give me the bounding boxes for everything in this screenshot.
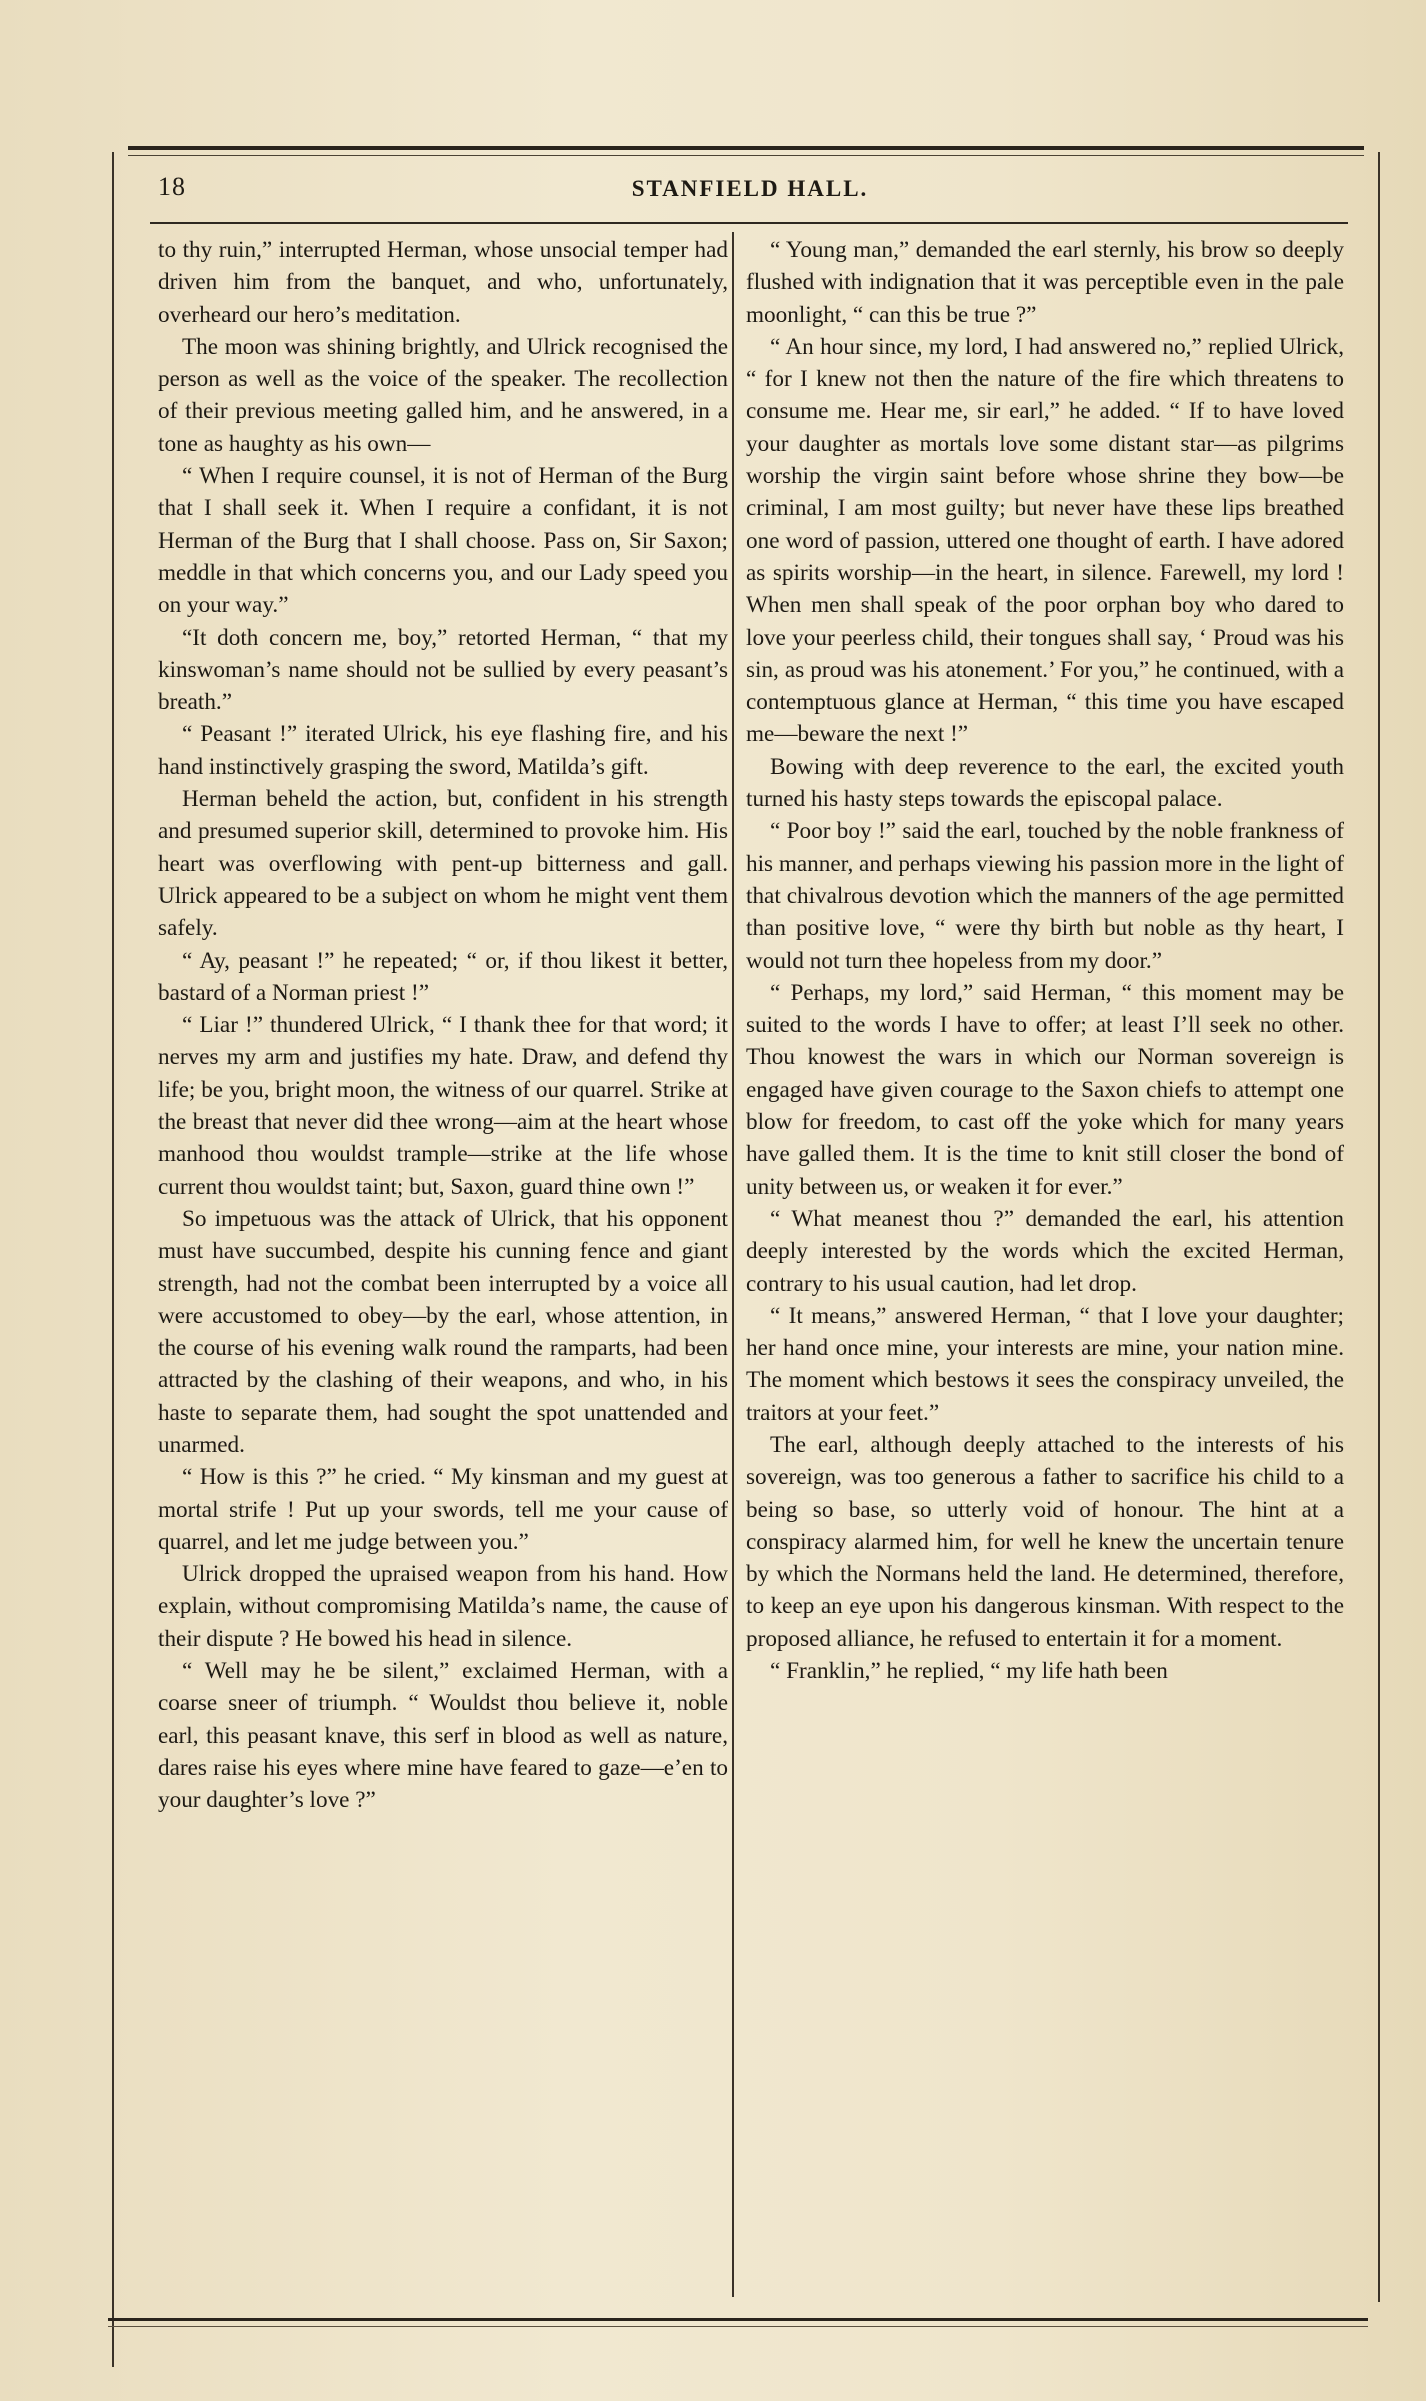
page-number: 18	[158, 172, 186, 201]
left-text-column	[158, 234, 728, 1817]
paragraph: Bowing with deep reverence to the earl, the excited youth turned his hasty steps towards the episcopal palace.	[746, 753, 1344, 813]
paragraph: “ When I require counsel, it is not of Herman of the Burg that I shall seek it. When I require a confidant, it is not Herman of the Burg that I shall choose. Pass on, Sir Saxon; meddle in that which concerns you, and our Lady speed you on your way.”	[158, 463, 728, 619]
paragraph: Ulrick dropped the upraised weapon from his hand. How explain, without compromising Matilda’s name, the cause of their dispute ? He bowed his head in silence.	[158, 1561, 728, 1652]
right-text-column	[746, 234, 1344, 1687]
paragraph: to thy ruin,” interrupted Herman, whose unsocial temper had driven him from the banquet, and who, unfortunately, overheard our hero’s meditation.	[158, 237, 728, 328]
column-divider	[732, 232, 734, 2297]
paragraph: “ How is this ?” he cried. “ My kinsman and my guest at mortal strife ! Put up your swords, tell me your cause of quarrel, and let me judge between you.”	[158, 1464, 728, 1555]
left-page-border	[112, 152, 114, 2367]
paragraph: Herman beheld the action, but, confident in his strength and presumed superior skill, determined to provoke him. His heart was overflowing with pent-up bitterness and gall. Ulrick appeared to be a subject on whom he might vent them safely.	[158, 786, 728, 942]
paragraph: “ Poor boy !” said the earl, touched by the noble frankness of his manner, and perhaps viewing his passion more in the light of that chivalrous devotion which the manners of the age permitted than positive love, “ were thy birth but noble as thy heart, I would not turn thee hopeless from my door.”	[746, 818, 1344, 974]
paragraph: The earl, although deeply attached to the interests of his sovereign, was too generous a father to sacrifice his child to a being so base, so utterly void of honour. The hint at a conspiracy alarmed him, for well he knew the uncertain tenure by which the Normans held the land. He determined, therefore, to keep an eye upon his dangerous kinsman. With respect to the proposed alliance, he refused to entertain it for a moment.	[746, 1431, 1344, 1652]
bottom-rule	[108, 2318, 1368, 2321]
top-rule-thin	[128, 155, 1364, 156]
paragraph: “It doth concern me, boy,” retorted Herman, “ that my kinswoman’s name should not be sullied by every peasant’s breath.”	[158, 624, 728, 716]
running-title: STANFIELD HALL.	[631, 176, 869, 201]
paragraph: “ Liar !” thundered Ulrick, “ I thank thee for that word; it nerves my arm and justifies my hate. Draw, and defend thy life; be you, bright moon, the witness of our quarrel. Strike at the breast that never did thee wrong—aim at the heart whose manhood thou wouldst trample—strike at the life whose current thou wouldst taint; but, Saxon, guard thine own !”	[158, 1012, 728, 1200]
paragraph: So impetuous was the attack of Ulrick, that his opponent must have succumbed, despite his cunning fence and giant strength, had not the combat been interrupted by a voice all were accustomed to obey—by the earl, whose attention, in the course of his evening walk round the ramparts, had been attracted by the clashing of their weapons, and who, in his haste to separate them, had sought the spot unattended and unarmed.	[158, 1205, 728, 1458]
paragraph: “ Franklin,” he replied, “ my life hath been	[770, 1658, 1168, 1685]
paragraph: “ Perhaps, my lord,” said Herman, “ this moment may be suited to the words I have to offer; at least I’ll seek no other. Thou knowest the wars in which our Norman sovereign is engaged have given courage to the Saxon chiefs to attempt one blow for freedom, to cast off the yoke which for many years have galled them. It is the time to knit still closer the bond of unity between us, or weaken it for ever.”	[746, 979, 1344, 1200]
paragraph: “ Well may he be silent,” exclaimed Herman, with a coarse sneer of triumph. “ Wouldst thou believe it, noble earl, this peasant knave, this serf in blood as well as nature, dares raise his eyes where mine have feared to gaze—e’en to your daughter’s love ?”	[158, 1658, 728, 1814]
paragraph: “ What meanest thou ?” demanded the earl, his attention deeply interested by the words which the excited Herman, contrary to his usual caution, had let drop.	[746, 1205, 1344, 1297]
paragraph: “ It means,” answered Herman, “ that I love your daughter; her hand once mine, your interests are mine, your nation mine. The moment which bestows it sees the conspiracy unveiled, the traitors at your feet.”	[746, 1302, 1344, 1426]
paragraph: “ Young man,” demanded the earl sternly, his brow so deeply flushed with indignation that it was perceptible even in the pale moonlight, “ can this be true ?”	[746, 237, 1344, 328]
header-rule	[150, 222, 1348, 224]
paragraph: “ An hour since, my lord, I had answered no,” replied Ulrick, “ for I knew not then the nature of the fire which threatens to consume me. Hear me, sir earl,” he added. “ If to have loved your daughter as mortals love some distant star—as pilgrims worship the virgin saint before whose shrine they bow—be criminal, I am most guilty; but never have these lips breathed one word of passion, uttered one thought of earth. I have adored as spirits worship—in the heart, in silence. Farewell, my lord ! When men shall speak of the poor orphan boy who dared to love your peerless child, their tongues shall say, ‘ Proud was his sin, as proud was his atonement.’ For you,” he continued, with a contemptuous glance at Herman, “ this time you have escaped me—beware the next !”	[746, 333, 1344, 748]
top-rule	[128, 146, 1364, 150]
paragraph: “ Ay, peasant !” he repeated; “ or, if thou likest it better, bastard of a Norman priest !”	[158, 947, 728, 1006]
paragraph: “ Peasant !” iterated Ulrick, his eye flashing fire, and his hand instinctively grasping the sword, Matilda’s gift.	[158, 721, 728, 780]
bottom-rule-thin	[108, 2326, 1368, 2327]
right-page-border	[1378, 152, 1380, 2302]
paragraph: The moon was shining brightly, and Ulrick recognised the person as well as the voice of the speaker. The recollection of their previous meeting galled him, and he answered, in a tone as haughty as his own—	[158, 333, 728, 457]
